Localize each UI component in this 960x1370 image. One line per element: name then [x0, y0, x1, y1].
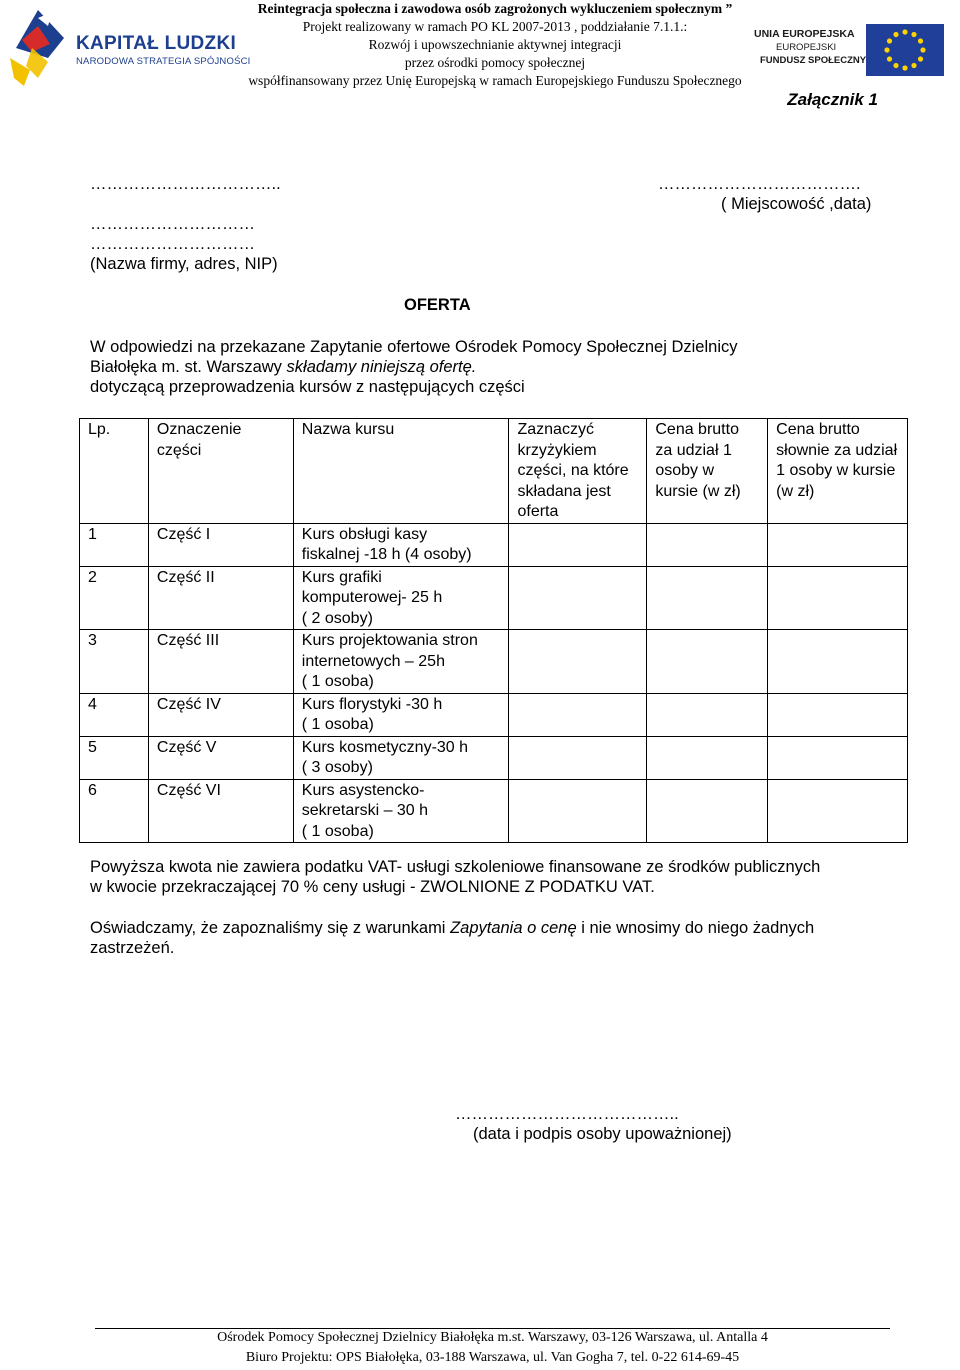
- course-line: internetowych – 25h: [301, 652, 445, 670]
- company-label: (Nazwa firmy, adres, NIP): [90, 255, 278, 273]
- course-line: fiskalnej -18 h (4 osoby): [301, 546, 472, 563]
- project-title: Reintegracja społeczna i zawodowa osób zagrożonych wykluczeniem społecznym ”: [257, 1, 733, 16]
- row-part: Część IV: [148, 693, 293, 736]
- course-line: ( 1 osoba): [301, 716, 374, 733]
- course-line: Kurs asystencko-: [301, 781, 425, 799]
- course-line: ( 3 osoby): [301, 759, 373, 776]
- price-cell[interactable]: [647, 566, 768, 630]
- price-words-cell[interactable]: [768, 630, 908, 694]
- price-words-cell[interactable]: [768, 736, 908, 779]
- attachment-label: Załącznik 1: [787, 90, 878, 109]
- header-price: Cena brutto za udział 1 osoby w kursie (w zł): [647, 419, 768, 524]
- signature-dots: …………………………………..: [455, 1105, 679, 1123]
- header-part: Oznaczenie części: [148, 419, 293, 524]
- price-words-cell[interactable]: [768, 523, 908, 566]
- declaration-line1: [90, 918, 814, 939]
- table-row: [80, 736, 908, 779]
- eu-logo-line2: EUROPEJSKI: [776, 42, 837, 53]
- header-mark: Zaznaczyć krzyżykiem części, na które składana jest oferta: [509, 419, 647, 524]
- eu-logo-line1: UNIA EUROPEJSKA: [754, 28, 855, 40]
- company-dots: …………………………: [90, 235, 255, 253]
- table-row: [80, 630, 908, 694]
- logo-subtitle: NARODOWA STRATEGIA SPÓJNOŚCI: [76, 56, 251, 67]
- mark-cell[interactable]: [509, 523, 647, 566]
- footer-line1: Ośrodek Pomocy Społecznej Dzielnicy Białołęka m.st. Warszawy, 03-126 Warszawa, ul. Antalla 4: [217, 1330, 768, 1345]
- company-dots: …………………………: [90, 215, 255, 233]
- mark-cell[interactable]: [509, 693, 647, 736]
- table-row: [80, 523, 908, 566]
- course-line: sekretarski – 30 h: [301, 802, 429, 819]
- intro-line3: dotyczącą przeprowadzenia kursów z następujących części: [90, 378, 525, 396]
- offer-table: [79, 418, 908, 843]
- row-course: [293, 523, 509, 566]
- price-cell[interactable]: [647, 630, 768, 694]
- course-line: Kurs kosmetyczny-30 h: [301, 738, 469, 756]
- row-course: [293, 693, 509, 736]
- header-lp: Lp.: [80, 419, 149, 524]
- course-line: komputerowej- 25 h: [301, 589, 443, 606]
- course-line: Kurs projektowania stron: [301, 632, 478, 649]
- eu-logo-line3: FUNDUSZ SPOŁECZNY: [760, 55, 867, 66]
- course-line: Kurs grafiki: [301, 568, 382, 586]
- course-line: Kurs obsługi kasy: [301, 525, 428, 543]
- footer-line2: Biuro Projektu: OPS Białołęka, 03-188 Warszawa, ul. Van Gogha 7, tel. 0-22 614-69-45: [245, 1350, 740, 1365]
- price-words-cell[interactable]: [768, 693, 908, 736]
- signature-label: (data i podpis osoby upoważnionej): [473, 1125, 732, 1143]
- table-header-row: [80, 419, 908, 524]
- place-dots: ……………………………….: [658, 175, 861, 193]
- price-cell[interactable]: [647, 523, 768, 566]
- price-words-cell[interactable]: [768, 566, 908, 630]
- mark-cell[interactable]: [509, 566, 647, 630]
- row-lp: 2: [80, 566, 149, 630]
- row-part: Część V: [148, 736, 293, 779]
- intro-line2-a: Białołęka m. st. Warszawy: [90, 358, 287, 376]
- price-cell[interactable]: [647, 736, 768, 779]
- logo-title: KAPITAŁ LUDZKI: [76, 33, 237, 54]
- price-cell[interactable]: [647, 693, 768, 736]
- table-row: [80, 779, 908, 843]
- course-line: ( 1 osoba): [301, 673, 374, 690]
- vat-note-line2: w kwocie przekraczającej 70 % ceny usługi - ZWOLNIONE Z PODATKU VAT.: [90, 878, 655, 896]
- row-course: [293, 630, 509, 694]
- project-line: Projekt realizowany w ramach PO KL 2007-2013 , poddziałanie 7.1.1.:: [302, 19, 688, 34]
- mark-cell[interactable]: [509, 779, 647, 843]
- row-lp: 6: [80, 779, 149, 843]
- header-price-words: Cena brutto słownie za udział 1 osoby w kursie (w zł): [768, 419, 908, 524]
- project-line: przez ośrodki pomocy społecznej: [404, 55, 586, 70]
- mark-cell[interactable]: [509, 630, 647, 694]
- row-course: [293, 566, 509, 630]
- row-part: Część II: [148, 566, 293, 630]
- intro-line2-b: składamy niniejszą ofertę.: [286, 358, 477, 376]
- intro-line1: W odpowiedzi na przekazane Zapytanie ofertowe Ośrodek Pomocy Społecznej Dzielnicy: [90, 338, 738, 356]
- price-words-cell[interactable]: [768, 779, 908, 843]
- declaration-c: i nie wnosimy do niego żadnych: [576, 919, 815, 937]
- declaration-a: Oświadczamy, że zapoznaliśmy się z warunkami: [90, 919, 451, 937]
- vat-note-line1: Powyższa kwota nie zawiera podatku VAT- usługi szkoleniowe finansowane ze środków publicznych: [90, 858, 821, 876]
- project-line: Rozwój i upowszechnianie aktywnej integracji: [368, 37, 622, 52]
- row-lp: 3: [80, 630, 149, 694]
- intro-line2: [90, 357, 476, 378]
- header-course: Nazwa kursu: [293, 419, 509, 524]
- price-cell[interactable]: [647, 779, 768, 843]
- declaration-line2: zastrzeżeń.: [90, 939, 175, 957]
- page-title: OFERTA: [404, 296, 471, 314]
- row-lp: 1: [80, 523, 149, 566]
- row-part: Część III: [148, 630, 293, 694]
- declaration-b: Zapytania o cenę: [450, 919, 577, 937]
- row-part: Część I: [148, 523, 293, 566]
- table-row: [80, 566, 908, 630]
- table-row: [80, 693, 908, 736]
- mark-cell[interactable]: [509, 736, 647, 779]
- row-lp: 4: [80, 693, 149, 736]
- place-label: ( Miejscowość ,data): [721, 195, 872, 213]
- project-line: współfinansowany przez Unię Europejską w ramach Europejskiego Funduszu Społecznego: [248, 73, 742, 88]
- row-lp: 5: [80, 736, 149, 779]
- company-dots: ……………………………..: [90, 175, 281, 193]
- course-line: ( 2 osoby): [301, 609, 373, 627]
- row-course: [293, 779, 509, 843]
- course-line: ( 1 osoba): [301, 822, 374, 840]
- course-line: Kurs florystyki -30 h: [301, 695, 443, 713]
- row-part: Część VI: [148, 779, 293, 843]
- eu-flag-icon: [866, 24, 944, 76]
- footer-divider: [95, 1328, 890, 1329]
- row-course: [293, 736, 509, 779]
